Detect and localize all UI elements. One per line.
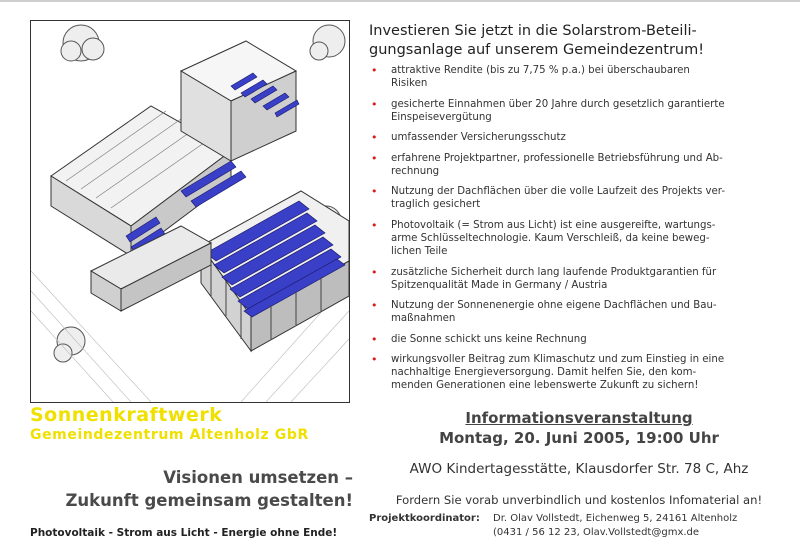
benefit-text-line: rechnung <box>391 165 440 177</box>
bullet-icon: • <box>371 332 378 346</box>
event-venue: AWO Kindertagesstätte, Klausdorfer Str. 78 C, Ahz <box>409 461 749 477</box>
bullet-icon: • <box>371 97 378 111</box>
event-title: Informationsveranstaltung <box>465 409 693 427</box>
vision-line: Visionen umsetzen – <box>163 468 353 487</box>
solar-building-drawing <box>31 21 349 402</box>
benefit-item <box>369 266 769 292</box>
bullet-icon: • <box>371 265 378 279</box>
benefit-text-line: Risiken <box>391 78 428 89</box>
benefit-item <box>369 333 769 346</box>
benefit-text-line: arme Schlüsseltechnologie. Kaum Verschleiß, da keine beweg- <box>391 232 710 244</box>
benefit-text-line: wirkungsvoller Beitrag zum Klimaschutz und zum Einstieg in eine <box>391 354 725 366</box>
tree-icon <box>54 327 85 362</box>
vision-line: Zukunft gemeinsam gestalten! <box>65 491 353 510</box>
brand-subtitle: Gemeindezentrum Altenholz GbR <box>30 427 309 443</box>
bullet-icon: • <box>371 218 378 232</box>
headline-line: Investieren Sie jetzt in die Solarstrom-Beteili- <box>369 23 697 39</box>
contact-details <box>493 512 737 540</box>
benefit-text-line: Nutzung der Sonnenenergie ohne eigene Dachflächen und Bau- <box>391 300 717 312</box>
benefit-text-line: Spitzenqualität Made in Germany / Austria <box>391 279 608 291</box>
bullet-icon: • <box>371 299 378 313</box>
bullet-icon: • <box>371 64 378 77</box>
benefit-text-line: zusätzliche Sicherheit durch lang laufende Produktgarantien für <box>391 266 717 278</box>
headline-line: gungsanlage auf unserem Gemeindezentrum! <box>369 42 705 58</box>
benefit-item <box>369 152 769 178</box>
benefit-item <box>369 219 769 258</box>
bullet-icon: • <box>371 131 378 145</box>
tree-icon <box>61 25 104 61</box>
brand-block <box>30 404 360 444</box>
benefit-text-line: erfahrene Projektpartner, professionelle Betriebsführung und Ab- <box>391 152 723 164</box>
bullet-icon: • <box>371 151 378 165</box>
bullet-icon: • <box>371 353 378 367</box>
contact-address: Dr. Olav Vollstedt, Eichenweg 5, 24161 Altenholz <box>493 513 738 524</box>
brand-title: Sonnenkraftwerk <box>30 404 223 426</box>
contact-label: Projektkoordinator: <box>369 513 480 524</box>
benefit-text-line: Nutzung der Dachflächen über die volle Laufzeit des Projekts ver- <box>391 186 726 198</box>
event-block <box>369 409 789 448</box>
bullet-icon: • <box>371 185 378 199</box>
benefit-text-line: Photovoltaik (= Strom aus Licht) ist eine ausgereifte, wartungs- <box>391 219 716 231</box>
benefit-item <box>369 98 769 124</box>
benefit-text-line: umfassender Versicherungsschutz <box>391 132 566 144</box>
benefit-text-line: traglich gesichert <box>391 199 481 211</box>
benefit-text-line: nachhaltige Energieversorgung. Damit helfen Sie, den kom- <box>391 367 697 379</box>
building-illustration <box>30 20 350 403</box>
event-date: Montag, 20. Juni 2005, 19:00 Uhr <box>439 429 719 447</box>
benefit-text-line: gesicherte Einnahmen über 20 Jahre durch gesetzlich garantierte <box>391 98 725 110</box>
benefit-item <box>369 353 769 392</box>
tree-icon <box>310 25 345 60</box>
benefit-text-line: die Sonne schickt uns keine Rechnung <box>391 333 587 345</box>
benefit-text-line: attraktive Rendite (bis zu 7,75 % p.a.) bei überschaubaren <box>391 65 690 76</box>
benefit-list <box>369 64 769 400</box>
benefit-text-line: maßnahmen <box>391 313 456 325</box>
headline <box>369 22 789 60</box>
info-request: Fordern Sie vorab unverbindlich und kostenlos Infomaterial an! <box>395 493 763 507</box>
tagline: Photovoltaik - Strom aus Licht - Energie ohne Ende! <box>30 527 338 539</box>
benefit-text-line: menden Generationen eine lebenswerte Zukunft zu sichern! <box>391 380 699 392</box>
benefit-item <box>369 64 769 90</box>
benefit-item <box>369 299 769 325</box>
benefit-text-line: lichen Teile <box>391 245 448 257</box>
benefit-text-line: Einspeisevergütung <box>391 111 492 123</box>
benefit-item <box>369 131 769 144</box>
contact-phone-email: (0431 / 56 12 23, Olav.Vollstedt@gmx.de <box>493 527 700 538</box>
benefit-item <box>369 185 769 211</box>
top-scan-line <box>0 0 800 2</box>
vision-slogan <box>30 466 353 512</box>
